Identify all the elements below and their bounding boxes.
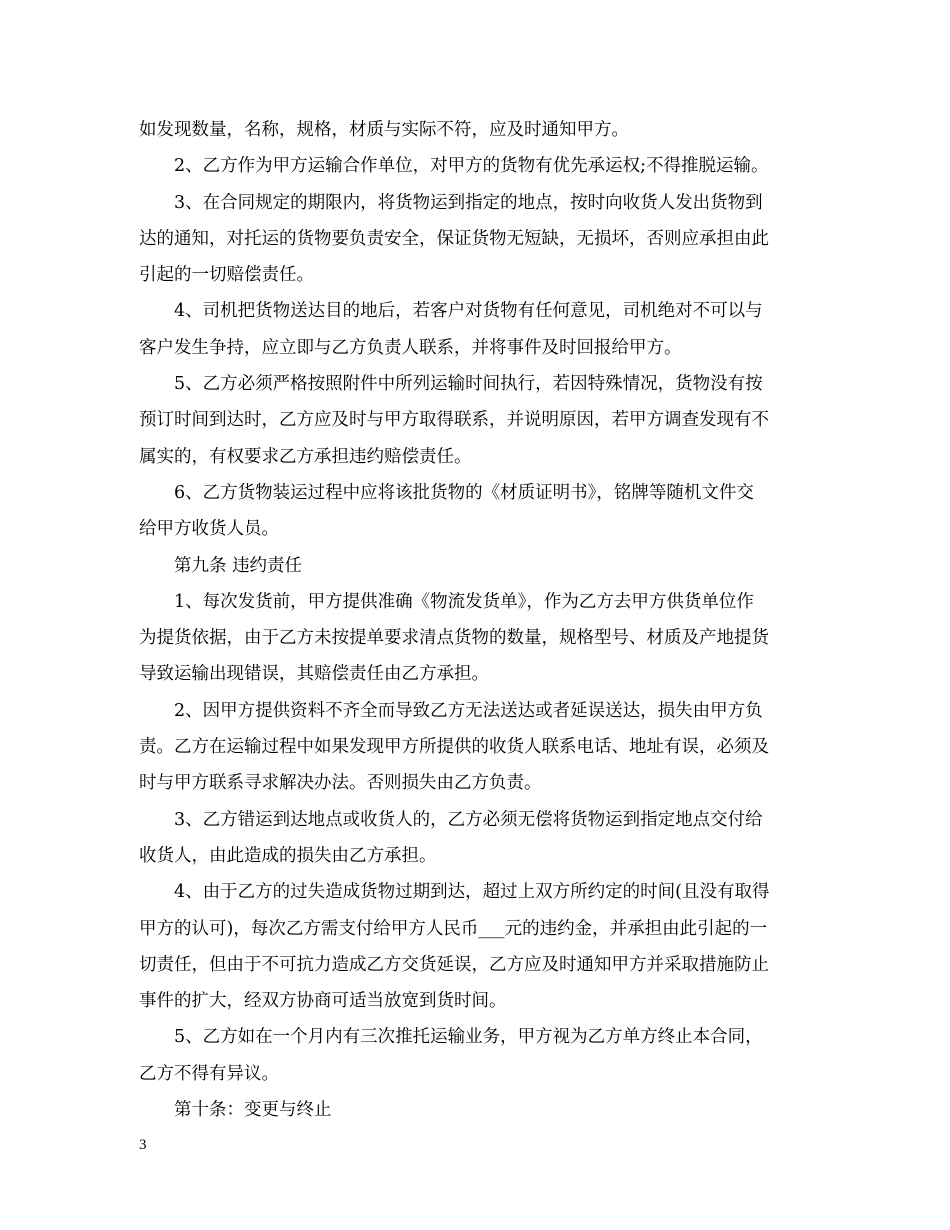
text-line: 给甲方收货人员。: [139, 519, 279, 540]
text-line: 2、乙方作为甲方运输合作单位，对甲方的货物有优先承运权;不得推脱运输。: [174, 156, 769, 177]
text-line: 客户发生争持，应立即与乙方负责人联系，并将事件及时回报给甲方。: [139, 337, 682, 358]
text-line: 2、因甲方提供资料不齐全而导致乙方无法送达或者延误送达，损失由甲方负: [174, 700, 763, 721]
document-body: [139, 112, 819, 1128]
text-line: 甲方的认可)，每次乙方需支付给甲方人民币___元的违约金，并承担由此引起的一: [139, 918, 768, 939]
page-number: 3: [139, 1137, 147, 1153]
text-line: 属实的，有权要求乙方承担违约赔偿责任。: [139, 446, 472, 467]
text-line: 乙方不得有异议。: [139, 1063, 279, 1084]
text-line: 时与甲方联系寻求解决办法。否则损失由乙方负责。: [139, 773, 542, 794]
text-line: 第十条：变更与终止: [174, 1100, 332, 1121]
text-line: 4、司机把货物送达目的地后，若客户对货物有任何意见，司机绝对不可以与: [174, 301, 763, 322]
text-line: 如发现数量，名称，规格，材质与实际不符，应及时通知甲方。: [139, 120, 629, 140]
text-line: 导致运输出现错误，其赔偿责任由乙方承担。: [139, 664, 489, 685]
text-line: 事件的扩大，经双方协商可适当放宽到货时间。: [139, 991, 507, 1012]
text-line: 4、由于乙方的过失造成货物过期到达，超过上双方所约定的时间(且没有取得: [174, 882, 770, 903]
text-line: 5、乙方如在一个月内有三次推托运输业务，甲方视为乙方单方终止本合同，: [174, 1027, 763, 1048]
text-line: 1、每次发货前，甲方提供准确《物流发货单》，作为乙方去甲方供货单位作: [174, 591, 754, 612]
text-line: 5、乙方必须严格按照附件中所列运输时间执行，若因特殊情况，货物没有按: [174, 374, 763, 395]
text-line: 预订时间到达时，乙方应及时与甲方取得联系，并说明原因，若甲方调查发现有不: [139, 410, 769, 431]
text-line: 3、乙方错运到达地点或收货人的，乙方必须无偿将货物运到指定地点交付给: [174, 809, 763, 830]
text-line: 3、在合同规定的期限内，将货物运到指定的地点，按时向收货人发出货物到: [174, 192, 763, 213]
text-line: 6、乙方货物装运过程中应将该批货物的《材质证明书》，铭牌等随机文件交: [174, 482, 754, 503]
text-line: 第九条 违约责任: [174, 555, 303, 576]
text-line: 收货人，由此造成的损失由乙方承担。: [139, 845, 437, 866]
text-line: 切责任，但由于不可抗力造成乙方交货延误，乙方应及时通知甲方并采取措施防止: [139, 954, 769, 975]
text-line: 达的通知，对托运的货物要负责安全，保证货物无短缺，无损坏，否则应承担由此: [139, 228, 769, 249]
text-line: 为提货依据，由于乙方未按提单要求清点货物的数量，规格型号、材质及产地提货: [139, 628, 769, 649]
text-line: 引起的一切赔偿责任。: [139, 265, 314, 286]
text-line: 责。乙方在运输过程中如果发现甲方所提供的收货人联系电话、地址有误，必须及: [139, 737, 769, 758]
